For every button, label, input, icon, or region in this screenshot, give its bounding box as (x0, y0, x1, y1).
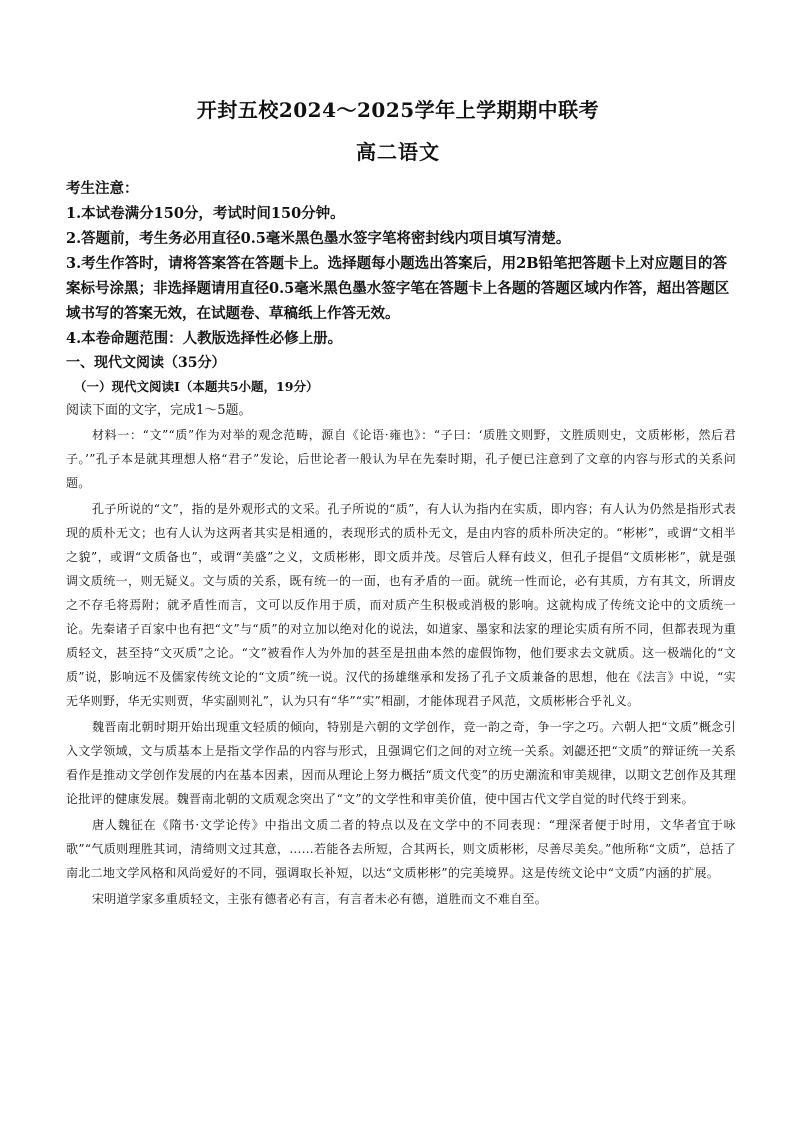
section-heading: 一、现代文阅读（35分） (66, 355, 226, 371)
passage-paragraph: 宋明道学家多重质轻文，主张有德者必有言，有言者未必有德，道胜而文不难自至。 (92, 892, 548, 906)
notice-heading: 考生注意： (66, 180, 139, 197)
notice-item: 2.答题前，考生务必用直径0.5毫米黑色墨水签字笔将密封线内项目填写清楚。 (66, 230, 571, 247)
exam-subject: 高二语文 (356, 140, 440, 164)
passage-paragraph: 孔子所说的“文”，指的是外观形式的文采。孔子所说的“质”，有人认为指内在实质，即内容；有人认为仍然是指形式表现的质朴无文；也有人认为这两者其实是相通的，表现形式的质朴无文，是由内容的质朴所决定的。“彬彬”，或谓“文相半之貌”，或谓“文质备也”，或谓“美盛”之义，文质彬彬，即文质并茂。尽管后人释有歧义，但孔子提倡“文质彬彬”，就是强调文质统一，则无疑义。文与质的关系，既有统一的一面，也有矛盾的一面。就统一性而论，必有其质，方有其文，所谓皮之不存毛将焉附；就矛盾性而言，文可以反作用于质，而对质产生积极或消极的影响。这就构成了传统文论中的文质统一论。先秦诸子百家中也有把“文”与“质”的对立加以绝对化的说法，如道家、墨家和法家的理论实质有所不同，但都表现为重质轻文，甚至持“文灭质”之论。“文”被看作人为外加的甚至是扭曲本然的虚假饰物，他们要求去文就质。这一极端化的“文质”说，影响远不及儒家传统文论的“文质”统一说。汉代的扬雄继承和发扬了孔子文质兼备的思想，他在《法言》中说，“实无华则野，华无实则贾，华实副则礼”，认为只有“华”“实”相副，才能体现君子风范，文质彬彬合乎礼义。 (66, 502, 736, 708)
notice-item: 4.本卷命题范围：人教版选择性必修上册。 (66, 330, 343, 347)
passage-paragraph: 材料一：“文”“质”作为对举的观念范畴，源自《论语·雍也》：“子曰：‘质胜文则野，文胜质则史，文质彬彬，然后君子。’”孔子本是就其理想人格“君子”发论，后世论者一般认为早在先秦时期，孔子便已注意到了文章的内容与形式的关系问题。 (66, 428, 736, 490)
section-subheading: （一）现代文阅读Ⅰ（本题共5小题，19分） (74, 379, 319, 394)
candidate-notice (66, 176, 736, 351)
passage-paragraph: 魏晋南北朝时期开始出现重文轻质的倾向，特别是六朝的文学创作，竞一韵之奇，争一字之巧。六朝人把“文质”概念引入文学领域，文与质基本上是指文学作品的内容与形式，且强调它们之间的对立统一关系。刘勰还把“文质”的辩证统一关系看作是推动文学创作发展的内在基本因素，因而从理论上努力概括“质文代变”的历史潮流和审美规律，以期文艺创作及其理论批评的健康发展。魏晋南北朝的文质观念突出了“文”的文学性和审美价值，使中国古代文学自觉的时代终于到来。 (66, 720, 736, 806)
reading-passage (60, 423, 736, 911)
reading-instruction: 阅读下面的文字，完成1～5题。 (66, 403, 252, 418)
exam-title: 开封五校2024～2025学年上学期期中联考 (196, 98, 600, 122)
notice-item: 3.考生作答时，请将答案答在答题卡上。选择题每小题选出答案后，用2B铅笔把答题卡上对应题目的答案标号涂黑；非选择题请用直径0.5毫米黑色墨水签字笔在答题卡上各题的答题区域内作答，超出答题区域书写的答案无效，在试题卷、草稿纸上作答无效。 (66, 255, 730, 322)
notice-item: 1.本试卷满分150分，考试时间150分钟。 (66, 205, 345, 222)
passage-paragraph: 唐人魏征在《隋书·文学论传》中指出文质二者的特点以及在文学中的不同表现：“理深者便于时用，文华者宜于咏歌”“气质则理胜其词，清绮则文过其意，……若能各去所短，合其两长，则文质彬彬，尽善尽美矣。”他所称“文质”，总括了南北二地文学风格和风尚爱好的不同，强调取长补短，以达“文质彬彬”的完美境界。这是传统文论中“文质”内涵的扩展。 (66, 818, 736, 880)
